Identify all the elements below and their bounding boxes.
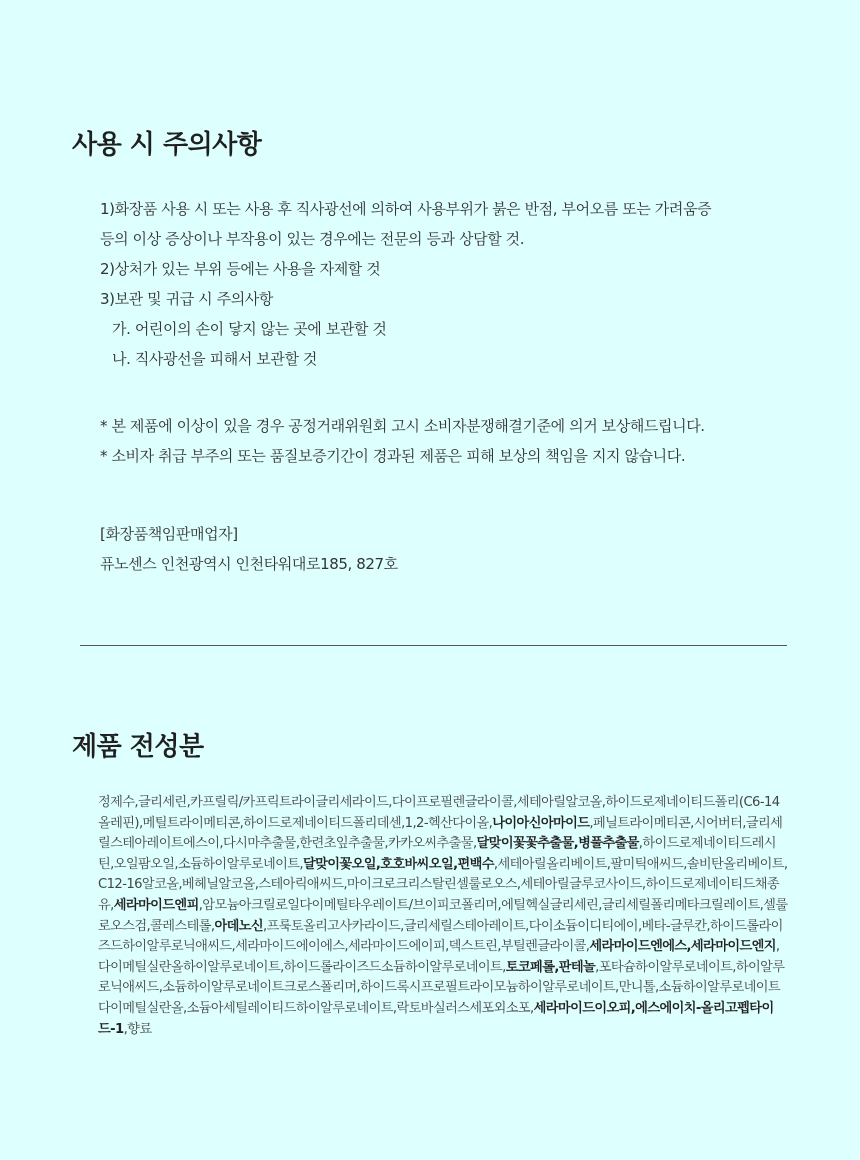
caution-section-title: 사용 시 주의사항 xyxy=(72,130,262,160)
seller-heading: [화장품책임판매업자] xyxy=(100,525,238,543)
compensation-notice: * 본 제품에 이상이 있을 경우 공정거래위원회 고시 소비자분쟁해결기준에 의거 보상해드립니다. xyxy=(100,417,705,435)
ingredient-text: ,세테아릴올리베이트,팔미틱애씨드,솔비탄올리베이트,C12-16알코올,베헤닐알코올,스테아릭애씨드,마이크로크리스탈린셀룰로오스,세테아릴글루코사이드,하이드로제네이티드채종유, xyxy=(98,856,788,913)
highlighted-ingredient: 달맞이꽃오일,호호바씨오일,편백수 xyxy=(303,856,494,872)
highlighted-ingredient: 아데노신 xyxy=(214,918,263,934)
caution-content xyxy=(100,194,800,579)
ingredients-list xyxy=(98,793,788,1040)
highlighted-ingredient: 나이아신아마이드 xyxy=(492,815,590,831)
ingredient-text: ,페닐트라이메티콘,시어버터,글리세릴스테아레이트에스이,다시마추출물,한련초잎추출물,카카오씨추출물, xyxy=(98,815,783,852)
ingredients-section-title: 제품 전성분 xyxy=(72,732,204,762)
ingredient-text: ,암모늄아크릴로일다이메틸타우레이트/브이피코폴리머,에틸헥실글리세린,글리세릴폴리메타크릴레이트,셀룰로오스검,콜레스테롤, xyxy=(98,897,788,934)
caution-line-4: 3)보관 및 귀급 시 주의사항 xyxy=(100,290,273,308)
ingredient-text: ,하이드로제네이티드레시틴,오일팜오일,소듐하이알루로네이트, xyxy=(98,836,776,872)
ingredient-text: ,향료 xyxy=(123,1021,152,1037)
ingredient-text: ,포타슘하이알루로네이트,하이알루로닉애씨드,소듐하이알루로네이트크로스폴리머,하이드록시프로필트라이모늄하이알루로네이트,만니톨,소듐하이알루로네이트다이메틸실란올,소듐아세틸레이티드하이알루로네이트,락토바실러스세포외소포, xyxy=(98,959,785,1016)
caution-line-2: 등의 이상 증상이나 부작용이 있는 경우에는 전문의 등과 상담할 것. xyxy=(100,230,525,248)
caution-line-3: 2)상처가 있는 부위 등에는 사용을 자제할 것 xyxy=(100,260,381,278)
caution-line-1: 1)화장품 사용 시 또는 사용 후 직사광선에 의하여 사용부위가 붉은 반점, 부어오름 또는 가려움증 xyxy=(100,200,712,218)
disclaimer-notice: * 소비자 취급 부주의 또는 품질보증기간이 경과된 제품은 피해 보상의 책임을 지지 않습니다. xyxy=(100,447,686,465)
highlighted-ingredient: 세라마이드엔피 xyxy=(113,897,199,913)
seller-info: 퓨노센스 인천광역시 인천타워대로185, 827호 xyxy=(100,555,398,573)
highlighted-ingredient: 세라마이드엔에스,세라마이드엔지 xyxy=(589,939,776,955)
highlighted-ingredient: 세라마이드이오피,에스에이치-올리고펩타이드-1 xyxy=(98,1000,774,1037)
section-divider xyxy=(80,645,787,646)
spacer xyxy=(100,374,800,411)
highlighted-ingredient: 토코페롤,판테놀 xyxy=(505,959,596,975)
ingredient-text: 정제수,글리세린,카프릴릭/카프릭트라이글리세라이드,다이프로필렌글라이콜,세테아릴알코올,하이드로제네이티드폴리(C6-14올레핀),메틸트라이메티콘,하이드로제네이티드폴리데센,1,2-헥산다이올, xyxy=(98,795,780,831)
spacer xyxy=(100,471,800,519)
highlighted-ingredient: 달맞이꽃꽃추출물,병풀추출물 xyxy=(476,836,639,852)
caution-sub-item-b: 나. 직사광선을 피해서 보관할 것 xyxy=(112,350,318,368)
ingredient-text: ,프룩토올리고사카라이드,글리세릴스테아레이트,다이소듐이디티에이,베타-글루칸,하이드롤라이즈드하이알루로닉애씨드,세라마이드에이에스,세라마이드에이피,덱스트린,부틸렌글라이콜, xyxy=(98,918,783,955)
ingredient-text: ,다이메틸실란올하이알루로네이트,하이드롤라이즈드소듐하이알루로네이트, xyxy=(98,939,780,975)
caution-sub-item-a: 가. 어린이의 손이 닿지 않는 곳에 보관할 것 xyxy=(112,320,387,338)
